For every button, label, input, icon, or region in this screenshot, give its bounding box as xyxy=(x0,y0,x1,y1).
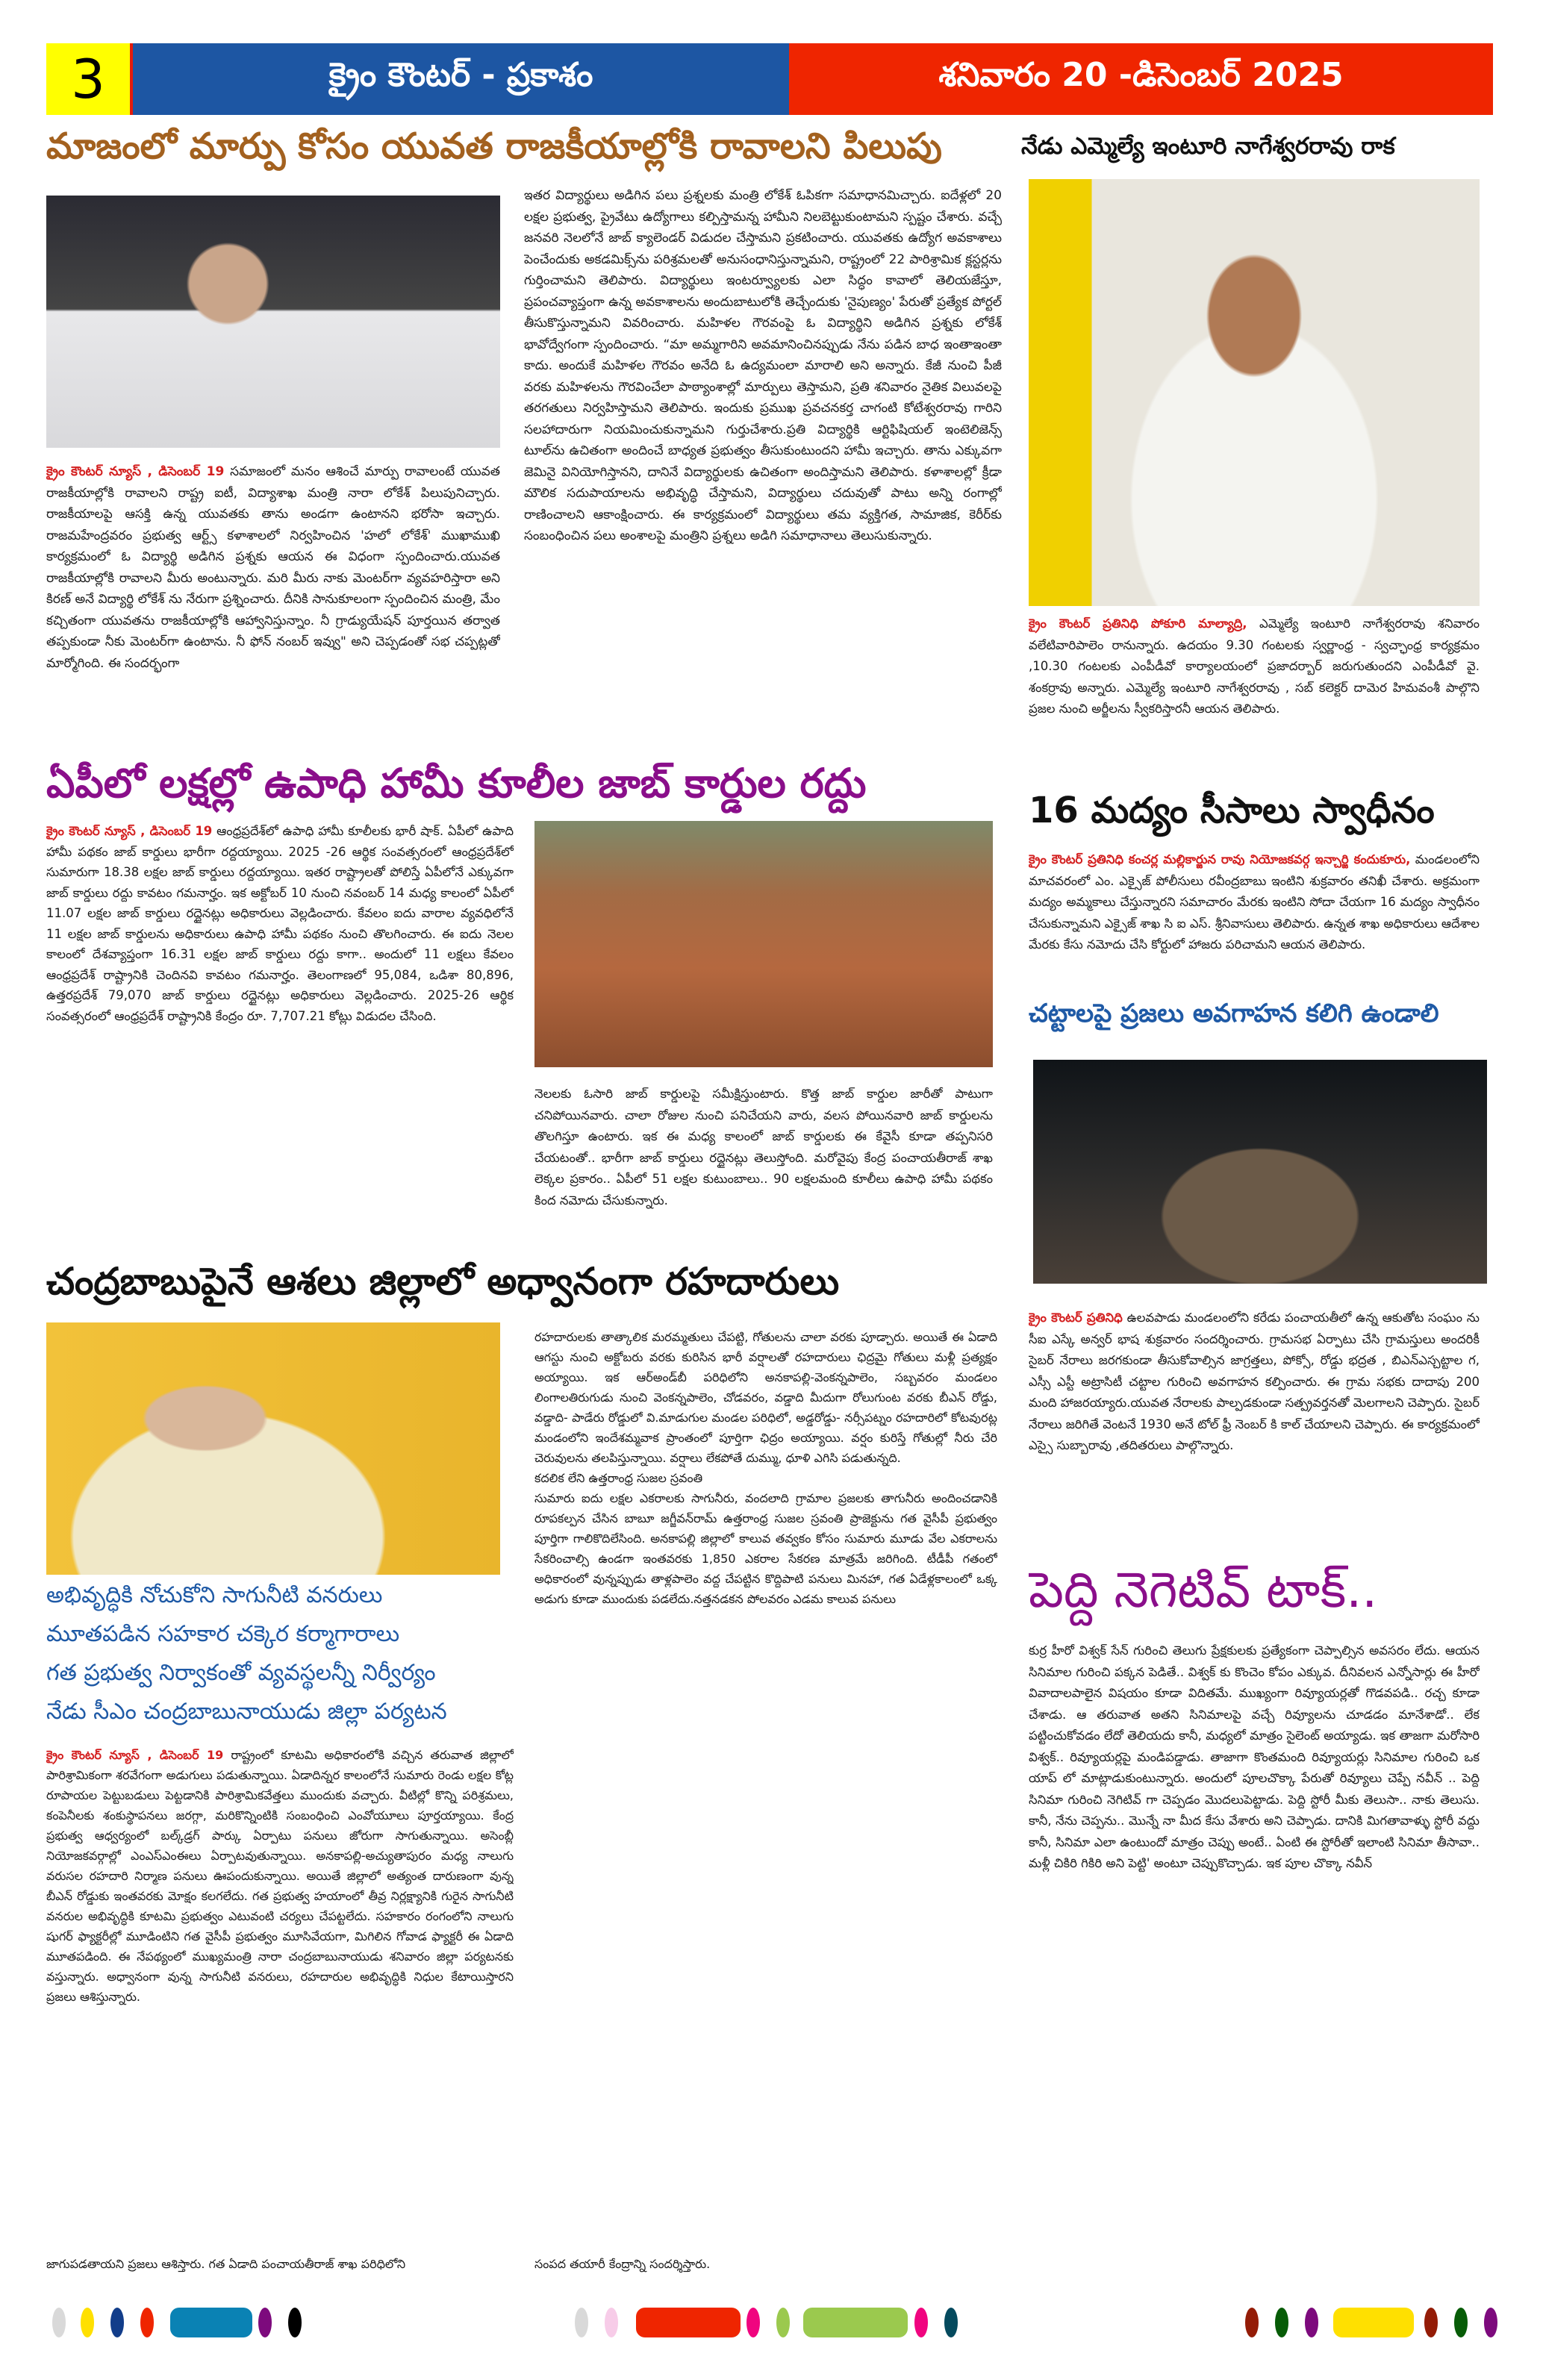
issue-date: శనివారం 20 -డిసెంబర్ 2025 xyxy=(789,43,1493,115)
lokesh-body-col2: ఇతర విద్యార్థులు అడిగిన పలు ప్రశ్నలకు మంత్రి లోకేశ్ ఓపికగా సమాధానమిచ్చారు. ఐదేళ్లలో 20 లక్షల ప్రభుత్వ, ప్రైవేటు ఉద్యోగాలు కల్పిస్తామన్న హామీని నిలబెట్టుకుంటామని స్పష్టం చేశారు. వచ్చే జనవరి నెలలోనే జాబ్ క్యాలెండర్ విడుదల చేస్తామని ప్రకటించారు. యువతకు ఉద్యోగ అవకాశాలు పెంచేందుకు అకడమిక్స్‌ను పరిశ్రమలతో అనుసంధానిస్తున్నామని, రాష్ట్రంలో 22 పారిశ్రామిక క్లస్టర్లను గుర్తించామని తెలిపారు. విద్యార్థులు ఇంటర్వ్యూలకు ఎలా సిద్ధం కావాలో తెలియజేస్తూ, ప్రపంచవ్యాప్తంగా ఉన్న అవకాశాలను అందుబాటులోకి తెచ్చేందుకు 'నైపుణ్యం' పేరుతో ప్రత్యేక పోర్టల్ తీసుకొస్తున్నామని వివరించారు. మహిళల గౌరవంపై ఓ విద్యార్థిని అడిగిన ప్రశ్నకు లోకేశ్ భావోద్వేగంగా స్పందించారు. “మా అమ్మగారిని అవమానించినప్పుడు నేను పడిన బాధ ఇంతాఇంతా కాదు. అందుకే మహిళల గౌరవం అనేది ఓ ఉద్యమంలా మారాలి అని అన్నారు. కేజీ నుంచి పీజీ వరకు మహిళలను గౌరవించేలా పాఠ్యాంశాల్లో మార్పులు తెస్తామని, ప్రతి శనివారం నైతిక విలువలపై తరగతులు నిర్వహిస్తామని తెలిపారు. ఇందుకు ప్రముఖ ప్రవచనకర్త చాగంటి కోటేశ్వరరావు గారిని సలహాదారుగా నియమించుకున్నామని గుర్తుచేశారు.ప్రతి విద్యార్థికి ఆర్టిఫిషియల్ ఇంటెలిజెన్స్ టూల్‌ను ఉచితంగా అందించే బాధ్యత ప్రభుత్వం తీసుకుంటుందని హామీ ఇచ్చారు. తాను ఎక్కువగా జెమినై వినియోగిస్తానని, దానినే విద్యార్థులకు ఉచితంగా అందిస్తామని తెలిపారు. కళాశాలల్లో క్రీడా మౌలిక సదుపాయాలను అభివృద్ధి చేస్తామని, విద్యార్థులు చదువుతో పాటు అన్ని రంగాల్లో రాణించాలని ఆకాంక్షించారు. ఈ కార్యక్రమంలో విద్యార్థులు తమ వ్యక్తిగత, సామాజిక, కెరీర్‌కు సంబంధించిన పలు అంశాలపై మంత్రిని ప్రశ్నలు అడిగి సమాధానాలు తెలుసుకున్నారు. xyxy=(524,188,1002,543)
registration-mark xyxy=(575,2308,588,2337)
headline-peddi: పెద్ది నెగెటివ్ టాక్.. xyxy=(1029,1561,1378,1619)
photo-chandrababu xyxy=(46,1322,500,1575)
registration-mark xyxy=(1424,2308,1438,2337)
jobcards-body-col1: క్రైం కౌంటర్ న్యూస్ , డిసెంబర్ 19 ఆంధ్రప్రదేశ్‌లో ఉపాధి హామీ కూలీలకు భారీ షాక్. ఏపీలో ఉపాది హామీ పథకం జాబ్ కార్డులు భారీగా రద్దయ్యాయి. 2025 -26 ఆర్థిక సంవత్సరంలో ఆంధ్రప్రదేశ్‌లో సుమారుగా 18.38 లక్షల జాబ్ కార్డులు రద్దయ్యాయి. ఇతర రాష్ట్రాలతో పోలిస్తే ఏపీలోనే ఎక్కువగా జాబ్ కార్డులు రద్దు కావటం గమనార్హం. ఇక అక్టోబర్ 10 నుంచి నవంబర్ 14 మధ్య కాలంలో ఏపీలో 11.07 లక్షల జాబ్ కార్డులు రద్దైనట్లు అధికారులు వెల్లడించారు. కేవలం ఐదు వారాల వ్యవధిలోనే 11 లక్షల జాబ్ కార్డులను అధికారులు ఉపాధి హామీ పథకం నుంచి తొలగించారు. ఈ ఐదు నెలల కాలంలో దేశవ్యాప్తంగా 16.31 లక్షల జాబ్ కార్డులు రద్దు కాగా.. అందులో 11 లక్షలు కేవలం ఆంధ్రప్రదేశ్ రాష్ట్రానికి చెందినవి కావటం గమనార్హం. తెలంగాణలో 95,084, ఒడిశా 80,896, ఉత్తరప్రదేశ్ 79,070 జాబ్ కార్డులు రద్దైనట్లు అధికారులు వెల్లడించారు. 2025-26 ఆర్థిక సంవత్సరంలో ఆంధ్రప్రదేశ్ రాష్ట్రానికి కేంద్రం రూ. 7,707.21 కోట్లు విడుదల చేసింది. xyxy=(46,824,514,1023)
registration-mark xyxy=(914,2308,928,2337)
jobcards-body-col2: నెలలకు ఓసారి జాబ్ కార్డులపై సమీక్షిస్తుంటారు. కొత్త జాబ్ కార్డుల జారీతో పాటుగా చనిపోయినవారు. చాలా రోజుల నుంచి పనిచేయని వారు, వలస పోయినవారి జాబ్ కార్డులను తొలగిస్తూ ఉంటారు. ఇక ఈ మధ్య కాలంలో జాబ్ కార్డులకు ఈ కేవైసీ కూడా తప్పనిసరి చేయటంతో.. భారీగా జాబ్ కార్డులు రద్దైనట్లు తెలుస్తోంది. మరోవైపు కేంద్ర పంచాయతీరాజ్ శాఖ లెక్కల ప్రకారం.. ఏపీలో 51 లక్షల కుటుంబాలు.. 90 లక్షలమంది కూలీలు ఉపాధి హామీ పథకం కింద నమోదు చేసుకున్నారు. xyxy=(534,1087,993,1208)
headline-mla-visit: నేడు ఎమ్మెల్యే ఇంటూరి నాగేశ్వరరావు రాక xyxy=(1021,133,1395,160)
photo-grama-sabha xyxy=(1033,1060,1487,1284)
peddi-body: కుర్ర హీరో విశ్వక్ సేన్ గురించి తెలుగు ప్రేక్షకులకు ప్రత్యేకంగా చెప్పాల్సిన అవసరం లేదు. ఆయన సినిమాల గురించి పక్కన పెడితే.. విశ్వక్ కు కొంచెం కోపం ఎక్కువ. దీనివలన ఎన్నోసార్లు ఈ హీరో వివాదాలపాలైన విషయం కూడా విదితమే. ముఖ్యంగా రివ్యూయర్లతో గొడవపడి.. రచ్చ కూడా చేశాడు. ఆ తరువాత అతని సినిమాలపై వచ్చే రివ్యూలను చూడడం మానేశాడో.. లేక పట్టించుకోవడం లేదో తెలియదు కానీ, మధ్యలో మాత్రం సైలెంట్ అయ్యాడు. ఇక తాజగా మరోసారి విశ్వక్.. రివ్యూయర్లపై మండిపడ్డాడు. తాజాగా కొంతమంది రివ్యూయర్లు సినిమాల గురించి ఒక యాప్ లో మాట్లాడుకుంటున్నారు. అందులో పూలచొక్కా పేరుతో రివ్యూలు చెప్పే నవీన్ .. పెద్ది సినిమా గురించి నెగిటివ్ గా చెప్పడం మొదలుపెట్టాడు. పెద్ది స్టోరీ మీకు తెలుసా.. నాకు తెలుసు. కానీ, నేను చెప్పను.. మొన్నే నా మీద కేసు వేశారు అని చెప్పాడు. దానికి మిగతావాళ్ళు స్టోరీ వద్దు కానీ, సినిమా ఎలా ఉంటుందో మాత్రం చెప్పు అంటే.. ఏంటి ఈ స్టోరీతో ఇలాంటి సినిమా తీసావా.. మళ్లీ చికిరి గికిరి అని పెట్టి' అంటూ చెప్పుకొచ్చాడు. ఇక పూల చొక్కా నవీన్ xyxy=(1029,1643,1480,1870)
headline-liquor-seized: 16 మద్యం సీసాలు స్వాధీనం xyxy=(1029,790,1435,831)
edition-title: క్రైం కౌంటర్ - ప్రకాశం xyxy=(133,43,789,115)
registration-mark xyxy=(746,2308,760,2337)
registration-mark xyxy=(288,2308,302,2337)
chandrababu-body-col1-end: జాగుపడతాయని ప్రజలు ఆశిస్తారు. గత ఏడాది పంచాయతీరాజ్ శాఖ పరిధిలోని xyxy=(46,2257,406,2271)
mla-body: క్రైం కౌంటర్ ప్రతినిధి పోకూరి మాల్యాద్రి, ఎమ్మెల్యే ఇంటూరి నాగేశ్వరరావు శనివారం వలేటివారిపాలెం రానున్నారు. ఉదయం 9.30 గంటలకు స్వర్ణాంధ్ర - స్వచ్ఛాంధ్ర కార్యక్రమం ,10.30 గంటలకు ఎంపీడీవో కార్యాలయంలో ప్రజాదర్బార్ జరుగుతుందని ఎంపీడీవో వై. శంకర్రావు అన్నారు. ఎమ్మెల్యే ఇంటూరి నాగేశ్వరరావు , సబ్ కలెక్టర్ దామెర హిమవంశీ పాల్గొని ప్రజల నుంచి అర్జీలను స్వీకరిస్తారనీ ఆయన తెలిపారు. xyxy=(1029,616,1480,716)
headline-chandrababu: చంద్రబాబుపైనే ఆశలు జిల్లాలో అధ్వానంగా రహదారులు xyxy=(46,1260,840,1303)
subhead: గత ప్రభుత్వ నిర్వాకంతో వ్యవస్థలన్నీ నిర్వీర్యం xyxy=(46,1660,436,1686)
chandrababu-body-col1: క్రైం కౌంటర్ న్యూస్ , డిసెంబర్ 19 రాష్ట్రంలో కూటమి అధికారంలోకి వచ్చిన తరువాత జిల్లాలో పారిశ్రామికంగా శరవేగంగా అడుగులు పడుతున్నాయి. ఏడాదిన్నర కాలంలోనే సుమారు రెండు లక్షల కోట్ల రూపాయల పెట్టుబడులు పెట్టడానికి పారిశ్రామికవేత్తలు ముందుకు వచ్చారు. వీటిల్లో కొన్ని పరిశ్రమలు, కంపెనీలకు శంకుస్థాపనలు జరగ్గా, మరికొన్నింటికి సంబంధించి ఎంవోయూలు పూర్తయ్యాయి. కేంద్ర ప్రభుత్వ ఆధ్వర్యంలో బల్క్‌డ్రగ్ పార్కు ఏర్పాటు పనులు జోరుగా సాగుతున్నాయి. అసెంబ్లీ నియోజకవర్గాల్లో ఎంఎస్ఎంఈలు ఏర్పాటవుతున్నాయి. అనకాపల్లి-అచ్యుతాపురం మధ్య నాలుగు వరుసల రహదారి నిర్మాణ పనులు ఊపందుకున్నాయి. అయితే జిల్లాలో అత్యంత దారుణంగా వున్న బీఎన్ రోడ్డుకు ఇంతవరకు మోక్షం కలగలేదు. గత ప్రభుత్వ హయాంలో తీవ్ర నిర్లక్ష్యానికి గురైన సాగునీటి వనరుల అభివృద్ధికి కూటమి ప్రభుత్వం ఎటువంటి చర్యలు చేపట్టలేదు. సహకారం రంగంలోని నాలుగు షుగర్ ఫ్యాక్టరీల్లో మూడింటిని గత వైసీపీ ప్రభుత్వం మూసివేయగా, మిగిలిన గోవాడ ఫ్యాక్టరీ ఈ ఏడాది మూతపడింది. ఈ నేపథ్యంలో ముఖ్యమంత్రి నారా చంద్రబాబునాయుడు శనివారం జిల్లా పర్యటనకు వస్తున్నారు. అధ్వానంగా వున్న సాగునీటి వనరులు, రహదారుల అభివృద్ధికి నిధుల కేటాయిస్తారని ప్రజలు ఆశిస్తున్నారు. xyxy=(46,1748,514,2004)
registration-mark xyxy=(1333,2308,1414,2337)
subhead: అభివృద్ధికి నోచుకోని సాగునీటి వనరులు xyxy=(46,1582,383,1608)
registration-mark xyxy=(1245,2308,1259,2337)
registration-mark xyxy=(110,2308,124,2337)
photo-lokesh-speaking xyxy=(46,196,500,448)
photo-laborers-field xyxy=(534,821,993,1067)
registration-mark xyxy=(1454,2308,1468,2337)
chandrababu-subheads xyxy=(46,1576,509,1731)
registration-mark xyxy=(1305,2308,1318,2337)
registration-mark xyxy=(636,2308,741,2337)
registration-mark xyxy=(605,2308,618,2337)
registration-mark xyxy=(1275,2308,1288,2337)
liquor-body: క్రైం కౌంటర్ ప్రతినిధి కంచర్ల మల్లికార్జున రావు నియోజకవర్గ ఇన్చార్జి కందుకూరు, మండలంలోని మాచవరంలో ఎం. ఎక్సైజ్ పోలీసులు రవీంద్రబాబు ఇంటిని శుక్రవారం తనిఖీ చేశారు. అక్రమంగా మద్యం అమ్మకాలు చేస్తున్నారని సమాచారం మేరకు ఇంటిని సోదా చేయగా 16 మద్యం స్వాధీనం చేసుకున్నామని ఎక్సైజ్ శాఖ సి ఐ ఎస్. శ్రీనివాసులు తెలిపారు. ఉన్నత శాఖ అధికారులు ఆదేశాల మేరకు కేసు నమోదు చేసి కోర్టులో హాజరు పరిచామని ఆయన తెలిపారు. xyxy=(1029,852,1480,952)
registration-mark xyxy=(944,2308,958,2337)
registration-mark xyxy=(258,2308,272,2337)
registration-mark xyxy=(776,2308,790,2337)
lokesh-body-col1: క్రైం కౌంటర్ న్యూస్ , డిసెంబర్ 19 సమాజంలో మనం ఆశించే మార్పు రావాలంటే యువత రాజకీయాల్లోకి రావాలని రాష్ట్ర ఐటీ, విద్యాశాఖ మంత్రి నారా లోకేశ్ పిలుపునిచ్చారు. రాజకీయాలపై ఆసక్తి ఉన్న యువతకు తాను అండగా ఉంటానని భరోసా ఇచ్చారు. రాజమహేంద్రవరం ప్రభుత్వ ఆర్ట్స్ కళాశాలలో నిర్వహించిన 'హలో లోకేశ్' ముఖాముఖి కార్యక్రమంలో ఓ విద్యార్థి అడిగిన ప్రశ్నకు ఆయన ఈ విధంగా స్పందించారు.యువత రాజకీయాల్లోకి రావాలని మీరు అంటున్నారు. మరి మీరు నాకు మెంటర్‌గా వ్యవహరిస్తారా అని కిరణ్ అనే విద్యార్థి లోకేశ్ ను నేరుగా ప్రశ్నించారు. దీనికి సానుకూలంగా స్పందించిన మంత్రి, మేం కచ్చితంగా యువతను రాజకీయాల్లోకి ఆహ్వానిస్తున్నాం. నీ గ్రాడ్యుయేషన్ పూర్తయిన తర్వాత తప్పకుండా నీకు మెంటర్‌గా ఉంటాను. నీ ఫోన్ నంబర్ ఇవ్వు" అని చెప్పడంతో సభ చప్పట్లతో మార్మోగింది. ఈ సందర్భంగా xyxy=(46,464,500,671)
subhead: నేడు సీఎం చంద్రబాబునాయుడు జిల్లా పర్యటన xyxy=(46,1699,447,1725)
subhead: మూతపడిన సహకార చక్కెర కర్మాగారాలు xyxy=(46,1621,400,1647)
headline-job-cards: ఏపీలో లక్షల్లో ఉపాధి హామీ కూలీల జాబ్ కార్డుల రద్దు xyxy=(46,760,867,807)
registration-mark xyxy=(140,2308,154,2337)
chandrababu-body-col2-end: సంపద తయారీ కేంద్రాన్ని సందర్శిస్తారు. xyxy=(534,2257,711,2271)
registration-mark xyxy=(1484,2308,1497,2337)
dateline: క్రైం కౌంటర్ న్యూస్ , డిసెంబర్ 19 xyxy=(46,464,225,479)
registration-mark xyxy=(81,2308,94,2337)
chandrababu-body-col2: రహదారులకు తాత్కాలిక మరమ్మతులు చేపట్టి, గోతులను చాలా వరకు పూడ్చారు. అయితే ఈ ఏడాది ఆగస్టు నుంచి అక్టోబరు వరకు కురిసిన భారీ వర్షాలతో రహదారులు ఛిద్రమై గోతులు మళ్లీ ప్రత్యక్షం అయ్యాయి. ఇక ఆర్అండ్‌బీ పరిధిలోని అనకాపల్లి-వెంకన్నపాలెం, సబ్బవరం మండలం లింగాలతిరుగుడు నుంచి వెంకన్నపాలెం, చోడవరం, వడ్డాది మీదుగా రోలుగుంట వరకు బీఎన్ రోడ్డు, వడ్డాది- పాడేరు రోడ్డులో వి.మాడుగుల మండల పరిధిలో, అడ్డరోడ్డు- నర్సీపట్నం రహదారిలో కోటవురట్ల మండంలోని ఇందేశమ్మవాక ప్రాంతంలో పూర్తిగా ఛిద్రం అయ్యాయి. వర్షం కురిస్తే గోతుల్లో నీరు చేరి చెరువులను తలపిస్తున్నాయి. వర్షాలు లేకపోతే దుమ్ము, ధూళి ఎగిసి పడుతున్నది. కదలిక లేని ఉత్తరాంధ్ర సుజల స్రవంతి సుమారు ఐదు లక్షల ఎకరాలకు సాగునీరు, వందలాది గ్రామాల ప్రజలకు తాగునీరు అందించడానికి రూపకల్పన చేసిన బాబూ జగ్జీవన్‌రామ్ ఉత్తరాంధ్ర సుజల స్రవంతి ప్రాజెక్టును గత వైసీపీ ప్రభుత్వం పూర్తిగా గాలికొదిలేసింది. అనకాపల్లి జిల్లాలో కాలువ తవ్వకం కోసం సుమారు మూడు వేల ఎకరాలను సేకరించాల్సి ఉండగా ఇంతవరకు 1,850 ఎకరాల సేకరణ మాత్రమే జరిగింది. టీడీపీ గతంలో అధికారంలో వున్నప్పుడు తాళ్లపాలెం వద్ద చేపట్టిన కొద్దిపాటి పనులు మినహా, గత ఏడేళ్లకాలంలో ఒక్క అడుగు కూడా ముందుకు పడలేదు.నత్తనడకన పోలవరం ఎడమ కాలువ పనులు xyxy=(534,1330,997,1606)
headline-awareness: చట్టాలపై ప్రజలు అవగాహన కలిగి ఉండాలి xyxy=(1029,999,1439,1028)
page-number: 3 xyxy=(46,43,133,115)
registration-mark xyxy=(52,2308,66,2337)
photo-mla xyxy=(1029,179,1480,606)
headline-lokesh: మాజంలో మార్పు కోసం యువత రాజకీయాల్లోకి రావాలని పిలుపు xyxy=(46,125,942,167)
inline-subhead: కదలిక లేని ఉత్తరాంధ్ర సుజల స్రవంతి xyxy=(534,1471,703,1485)
awareness-body: క్రైం కౌంటర్ ప్రతినిధి ఉలవపాడు మండలంలోని కరేడు పంచాయతీలో ఉన్న ఆకుతోట సంఘం ను సీఐ ఎస్కే అన్వర్ భాష శుక్రవారం సందర్శించారు. గ్రామసభ ఏర్పాటు చేసి గ్రామస్తులు అందరికీ సైబర్ నేరాలు జరగకుండా తీసుకోవాల్సిన జాగ్రత్తలు, పోక్సో, రోడ్డు భద్రత , బిఎన్ఎస్చట్టాల గ, ఎస్సీ ఎస్టీ అట్రాసిటీ చట్టాల గురించి అవగాహన కల్పించారు. ఈ గ్రామ సభకు దాదాపు 200 మంది హాజరయ్యారు.యువత నేరాలకు పాల్పడకుండా సత్ప్రవర్తనతో మెలగాలని చెప్పారు. సైబర్ నేరాలు జరిగితే వెంటనే 1930 అనే టోల్ ఫ్రీ నెంబర్ కి కాల్ చేయాలని చెప్పారు. ఈ కార్యక్రమంలో ఎస్సై సుబ్బారావు ,తదితరులు పాల్గొన్నారు. xyxy=(1029,1311,1480,1452)
registration-mark xyxy=(803,2308,908,2337)
registration-mark xyxy=(170,2308,252,2337)
